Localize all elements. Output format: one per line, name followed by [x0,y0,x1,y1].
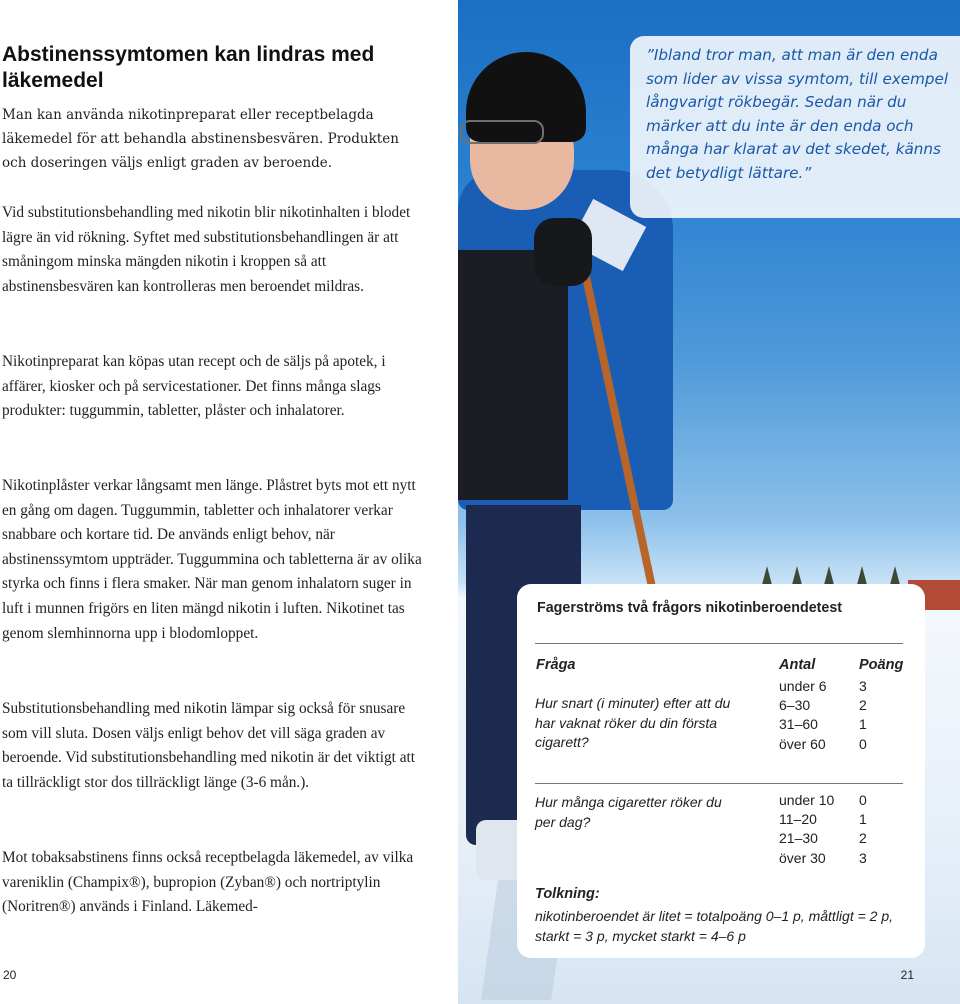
points-value: 0 [859,735,867,752]
answer-option: över 60 [779,735,826,752]
test-title: Fagerströms två frågors nikotinberoendetest [537,600,843,616]
page-heading: Abstinenssymtomen kan lindras med läkemedel [2,43,375,92]
answer-list [779,677,826,754]
interpretation-text: nikotinberoendet är litet = totalpoäng 0–1 p, måttligt = 2 p, starkt = 3 p, mycket starkt = 4–6 p [535,908,894,944]
answer-option: 11–20 [779,811,817,828]
body-paragraph: Nikotinpreparat kan köpas utan recept och de säljs på apotek, i affärer, kiosker och på servicestationer. Det finns många slags produkter: tuggummin, tabletter, plåster och inhalatorer. [2,353,386,420]
divider [535,643,903,644]
answer-option: under 10 [779,792,835,808]
points-value: 1 [859,716,867,733]
quote-text: ”Ibland tror man, att man är den enda som lider av vissa symtom, till exempel långvarigt rökbegär. Sedan när du märker att du inte är den enda och många har klarat av det skedet, känns det betydligt lättare.” [646,46,949,182]
points-value: 3 [859,678,867,694]
body-paragraph: Mot tobaksabstinens finns också receptbelagda läkemedel, av vilka vareniklin (Champix®), bupropion (Zyban®) och nortriptylin (Noritren®) används i Finland. Läkemed- [2,849,414,916]
page-number-left: 20 [3,968,17,982]
column-header-question: Fråga [536,657,576,673]
jacket-panel [458,250,568,500]
points-value: 2 [859,697,867,714]
points-value: 1 [859,811,867,828]
answer-list [779,791,834,868]
left-page [0,0,458,1004]
answer-option: över 30 [779,849,826,866]
points-value: 0 [859,792,867,808]
column-header-answer: Antal [779,657,816,673]
answer-option: under 6 [779,678,827,694]
points-list [859,677,867,754]
divider [535,783,903,784]
interpretation-label: Tolkning: [535,886,600,902]
points-value: 2 [859,830,867,847]
answer-option: 31–60 [779,716,818,733]
body-paragraph: Nikotinplåster verkar långsamt men länge. Plåstret byts mot ett nytt en gång om dagen. Tuggummin, tabletter och inhalatorer verkar snabbare och kortare tid. De används enligt behov, när abstinenssymtom uppträder. Tuggummina och tabletterna är av olika styrka och finns i flera smaker. När man genom inhalatorn suger in luft i munnen frigörs en liten mängd nikotin i luften. Nikotinet tas genom slemhinnorna upp i blodomloppet. [2,477,422,642]
intro-paragraph: Man kan använda nikotinpreparat eller receptbelagda läkemedel för att behandla abstinensbesvären. Produkten och doseringen väljs enligt graden av beroende. [2,107,399,171]
question-text: Hur många cigaretter röker du per dag? [535,794,722,830]
body-paragraph: Vid substitutionsbehandling med nikotin blir nikotinhalten i blodet lägre än vid rökning. Syftet med substitutionsbehandlingen är att småningom minska mängden nikotin i kroppen så att abstinensbesvären kan kontrolleras men beroendet mildras. [2,204,411,295]
question-text: Hur snart (i minuter) efter att du har vaknat röker du din första cigarett? [535,695,731,751]
answer-option: 21–30 [779,830,818,847]
glove-illustration [534,218,592,286]
points-value: 3 [859,849,867,866]
body-paragraph: Substitutionsbehandling med nikotin lämpar sig också för snusare som vill sluta. Dosen väljs enligt behov det vill säga graden av beroende. Vid substitutionsbehandling med nikotin är det viktigt att ta tillräckligt stor dos tillräckligt länge (3-6 mån.). [2,700,416,791]
glasses-illustration [460,120,544,144]
points-list [859,791,867,868]
page-number-right: 21 [900,968,914,982]
column-header-points: Poäng [859,657,904,673]
answer-option: 6–30 [779,697,811,714]
